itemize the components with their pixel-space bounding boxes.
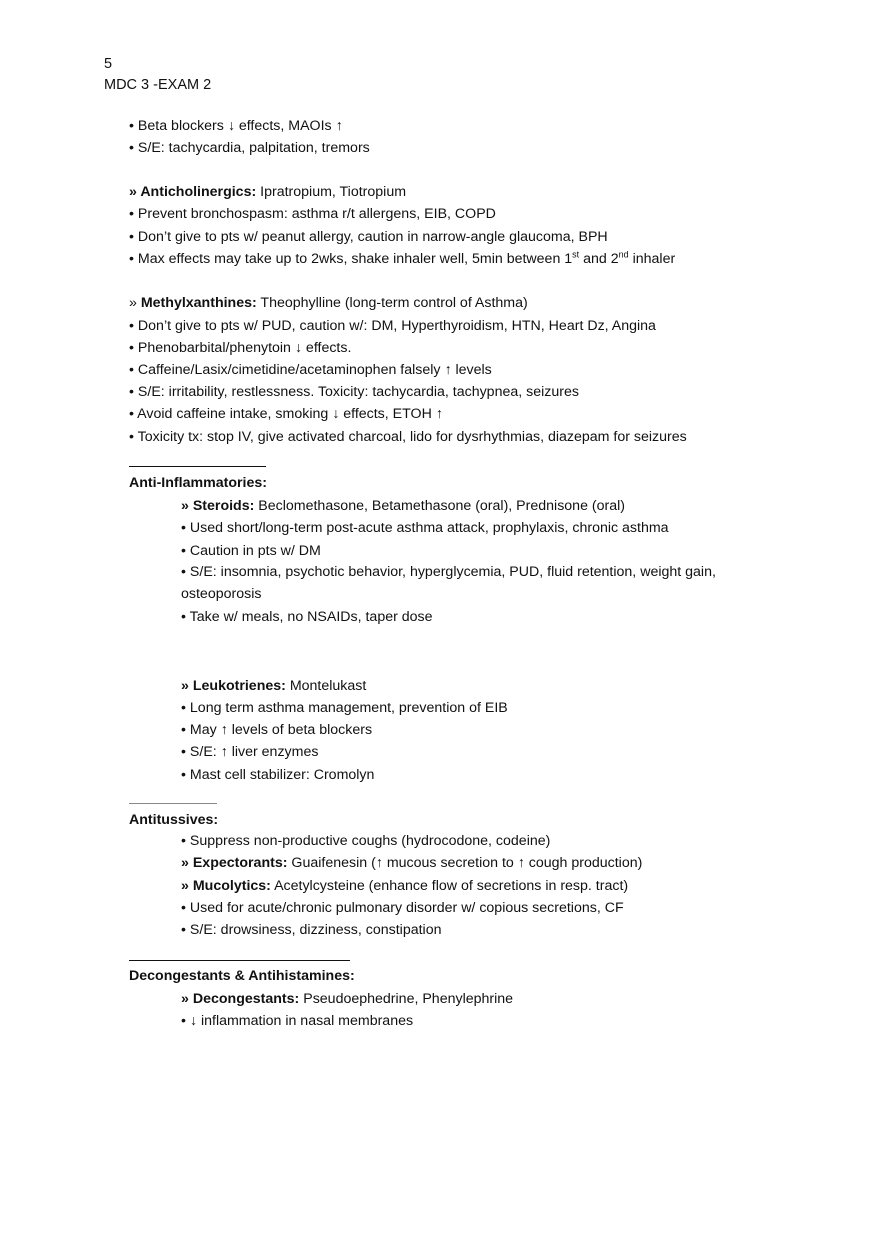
page-number: 5 bbox=[104, 56, 113, 72]
methylxanthines-heading: » Methylxanthines: Theophylline (long-term control of Asthma) bbox=[129, 295, 528, 311]
leukotrienes-line-1: • Long term asthma management, prevention of EIB bbox=[181, 700, 508, 716]
leukotrienes-line-2: • May ↑ levels of beta blockers bbox=[181, 722, 373, 738]
steroids-line-3: • S/E: insomnia, psychotic behavior, hyperglycemia, PUD, fluid retention, weight gain, bbox=[181, 564, 716, 580]
antitussives-line-3: • S/E: drowsiness, dizziness, constipation bbox=[181, 922, 442, 938]
steroids-heading: » Steroids: Beclomethasone, Betamethasone (oral), Prednisone (oral) bbox=[181, 498, 626, 514]
methylxanthines-line-6: • Toxicity tx: stop IV, give activated charcoal, lido for dysrhythmias, diazepam for seizures bbox=[129, 429, 687, 445]
expectorants-line: » Expectorants: Guaifenesin (↑ mucous secretion to ↑ cough production) bbox=[181, 855, 643, 871]
decongestants-line-1: • ↓ inflammation in nasal membranes bbox=[181, 1013, 414, 1029]
decongestants-antihistamines-heading: Decongestants & Antihistamines: bbox=[129, 968, 355, 984]
methylxanthines-line-4: • S/E: irritability, restlessness. Toxicity: tachycardia, tachypnea, seizures bbox=[129, 384, 579, 400]
anticholinergics-line-1: • Prevent bronchospasm: asthma r/t allergens, EIB, COPD bbox=[129, 206, 496, 222]
document-title: MDC 3 -EXAM 2 bbox=[104, 77, 212, 93]
methylxanthines-line-1: • Don’t give to pts w/ PUD, caution w/: DM, Hyperthyroidism, HTN, Heart Dz, Angina bbox=[129, 318, 656, 334]
mucolytics-line: » Mucolytics: Acetylcysteine (enhance flow of secretions in resp. tract) bbox=[181, 878, 629, 894]
anticholinergics-heading: » Anticholinergics: Ipratropium, Tiotropium bbox=[129, 184, 407, 200]
section-divider bbox=[129, 960, 350, 961]
page-header bbox=[104, 54, 211, 96]
leukotrienes-heading: » Leukotrienes: Montelukast bbox=[181, 678, 367, 694]
steroids-line-4: • Take w/ meals, no NSAIDs, taper dose bbox=[181, 609, 433, 625]
antitussives-line-2: • Used for acute/chronic pulmonary disorder w/ copious secretions, CF bbox=[181, 900, 624, 916]
methylxanthines-line-3: • Caffeine/Lasix/cimetidine/acetaminophen falsely ↑ levels bbox=[129, 362, 492, 378]
antitussives-heading: Antitussives: bbox=[129, 812, 219, 828]
antitussives-line-1: • Suppress non-productive coughs (hydrocodone, codeine) bbox=[181, 833, 551, 849]
steroids-line-1: • Used short/long-term post-acute asthma attack, prophylaxis, chronic asthma bbox=[181, 520, 669, 536]
anticholinergics-line-2: • Don’t give to pts w/ peanut allergy, caution in narrow-angle glaucoma, BPH bbox=[129, 229, 608, 245]
beta-line-1: • Beta blockers ↓ effects, MAOIs ↑ bbox=[129, 118, 343, 134]
steroids-line-2: • Caution in pts w/ DM bbox=[181, 543, 321, 559]
anti-inflammatories-heading: Anti-Inflammatories: bbox=[129, 475, 267, 491]
leukotrienes-line-4: • Mast cell stabilizer: Cromolyn bbox=[181, 767, 375, 783]
methylxanthines-line-5: • Avoid caffeine intake, smoking ↓ effects, ETOH ↑ bbox=[129, 406, 443, 422]
anticholinergics-line-3: • Max effects may take up to 2wks, shake inhaler well, 5min between 1st and 2nd inhaler bbox=[129, 249, 676, 267]
beta-line-2: • S/E: tachycardia, palpitation, tremors bbox=[129, 140, 370, 156]
leukotrienes-line-3: • S/E: ↑ liver enzymes bbox=[181, 744, 319, 760]
decongestants-heading: » Decongestants: Pseudoephedrine, Phenylephrine bbox=[181, 991, 514, 1007]
section-divider bbox=[129, 466, 266, 467]
section-divider bbox=[129, 803, 217, 804]
steroids-line-3-continued: osteoporosis bbox=[181, 586, 262, 602]
methylxanthines-line-2: • Phenobarbital/phenytoin ↓ effects. bbox=[129, 340, 352, 356]
